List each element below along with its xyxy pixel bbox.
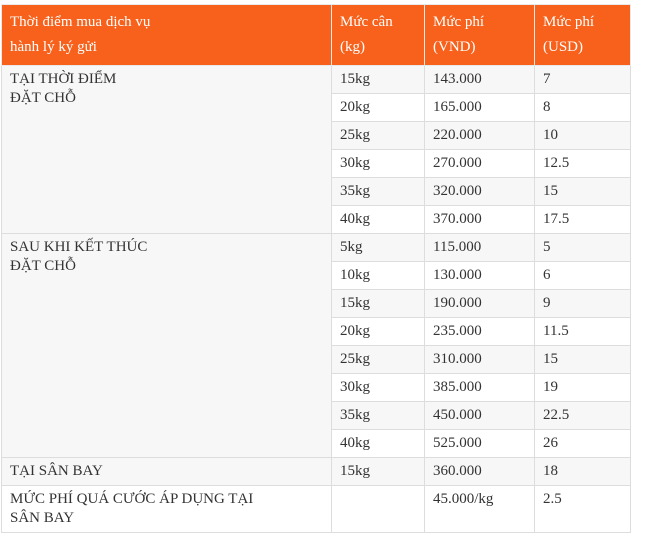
section-label-line: ĐẶT CHỖ [10,90,76,106]
fee-usd-cell: 9 [535,290,631,318]
section-label-at-booking [2,66,332,234]
fee-usd-cell: 5 [535,234,631,262]
fee-vnd-cell: 370.000 [425,206,535,234]
fee-vnd-cell: 270.000 [425,150,535,178]
header-weight-kg-line1: Mức cân [340,14,393,30]
weight-cell: 20kg [332,318,425,346]
section-label-line: TẠI SÂN BAY [10,463,103,479]
weight-cell: 35kg [332,402,425,430]
fee-usd-cell: 7 [535,66,631,94]
section-label-line: ĐẶT CHỖ [10,258,76,274]
weight-cell: 40kg [332,206,425,234]
fee-vnd-cell: 130.000 [425,262,535,290]
table-row [2,66,631,94]
fee-usd-cell: 8 [535,94,631,122]
fee-usd-cell: 6 [535,262,631,290]
fee-vnd-cell: 385.000 [425,374,535,402]
fee-vnd-cell: 360.000 [425,458,535,486]
weight-cell: 30kg [332,374,425,402]
fee-usd-cell: 12.5 [535,150,631,178]
section-label-line: SÂN BAY [10,510,75,526]
weight-cell: 20kg [332,94,425,122]
fee-vnd-cell: 450.000 [425,402,535,430]
weight-cell: 15kg [332,66,425,94]
fee-usd-cell: 15 [535,178,631,206]
fee-usd-cell: 10 [535,122,631,150]
header-fee-vnd [425,5,535,66]
fee-usd-cell: 15 [535,346,631,374]
fee-vnd-cell: 525.000 [425,430,535,458]
section-label-line: TẠI THỜI ĐIỂM [10,71,117,87]
fee-vnd-cell: 190.000 [425,290,535,318]
fee-usd-cell: 26 [535,430,631,458]
fee-vnd-cell: 235.000 [425,318,535,346]
header-row [2,5,631,66]
header-weight-kg [332,5,425,66]
fee-usd-cell: 17.5 [535,206,631,234]
section-label-line: MỨC PHÍ QUÁ CƯỚC ÁP DỤNG TẠI [10,491,254,507]
header-fee-vnd-line2: (VND) [433,39,476,55]
header-fee-usd-line1: Mức phí [543,14,595,30]
header-purchase-time-line2: hành lý ký gửi [10,39,97,55]
header-fee-usd [535,5,631,66]
fee-usd-cell: 19 [535,374,631,402]
weight-cell: 30kg [332,150,425,178]
weight-cell: 40kg [332,430,425,458]
fee-vnd-cell: 220.000 [425,122,535,150]
fee-usd-cell: 2.5 [535,486,631,533]
table-row [2,234,631,262]
header-purchase-time-line1: Thời điểm mua dịch vụ [10,14,151,30]
section-label-line: SAU KHI KẾT THÚC [10,239,148,255]
header-fee-vnd-line1: Mức phí [433,14,485,30]
fee-vnd-cell: 165.000 [425,94,535,122]
table-row [2,486,631,533]
weight-cell: 25kg [332,346,425,374]
baggage-fee-table [1,4,631,533]
weight-cell: 25kg [332,122,425,150]
fee-vnd-cell: 45.000/kg [425,486,535,533]
section-label-after-booking [2,234,332,458]
fee-vnd-cell: 143.000 [425,66,535,94]
header-fee-usd-line2: (USD) [543,39,583,55]
table-row [2,458,631,486]
weight-cell: 15kg [332,290,425,318]
fee-usd-cell: 18 [535,458,631,486]
weight-cell: 5kg [332,234,425,262]
weight-cell: 10kg [332,262,425,290]
header-purchase-time [2,5,332,66]
weight-cell: 15kg [332,458,425,486]
section-label-excess-fee [2,486,332,533]
fee-vnd-cell: 320.000 [425,178,535,206]
weight-cell-empty [332,486,425,533]
fee-vnd-cell: 115.000 [425,234,535,262]
header-weight-kg-line2: (kg) [340,39,365,55]
weight-cell: 35kg [332,178,425,206]
fee-vnd-cell: 310.000 [425,346,535,374]
fee-usd-cell: 11.5 [535,318,631,346]
section-label-at-airport [2,458,332,486]
fee-usd-cell: 22.5 [535,402,631,430]
